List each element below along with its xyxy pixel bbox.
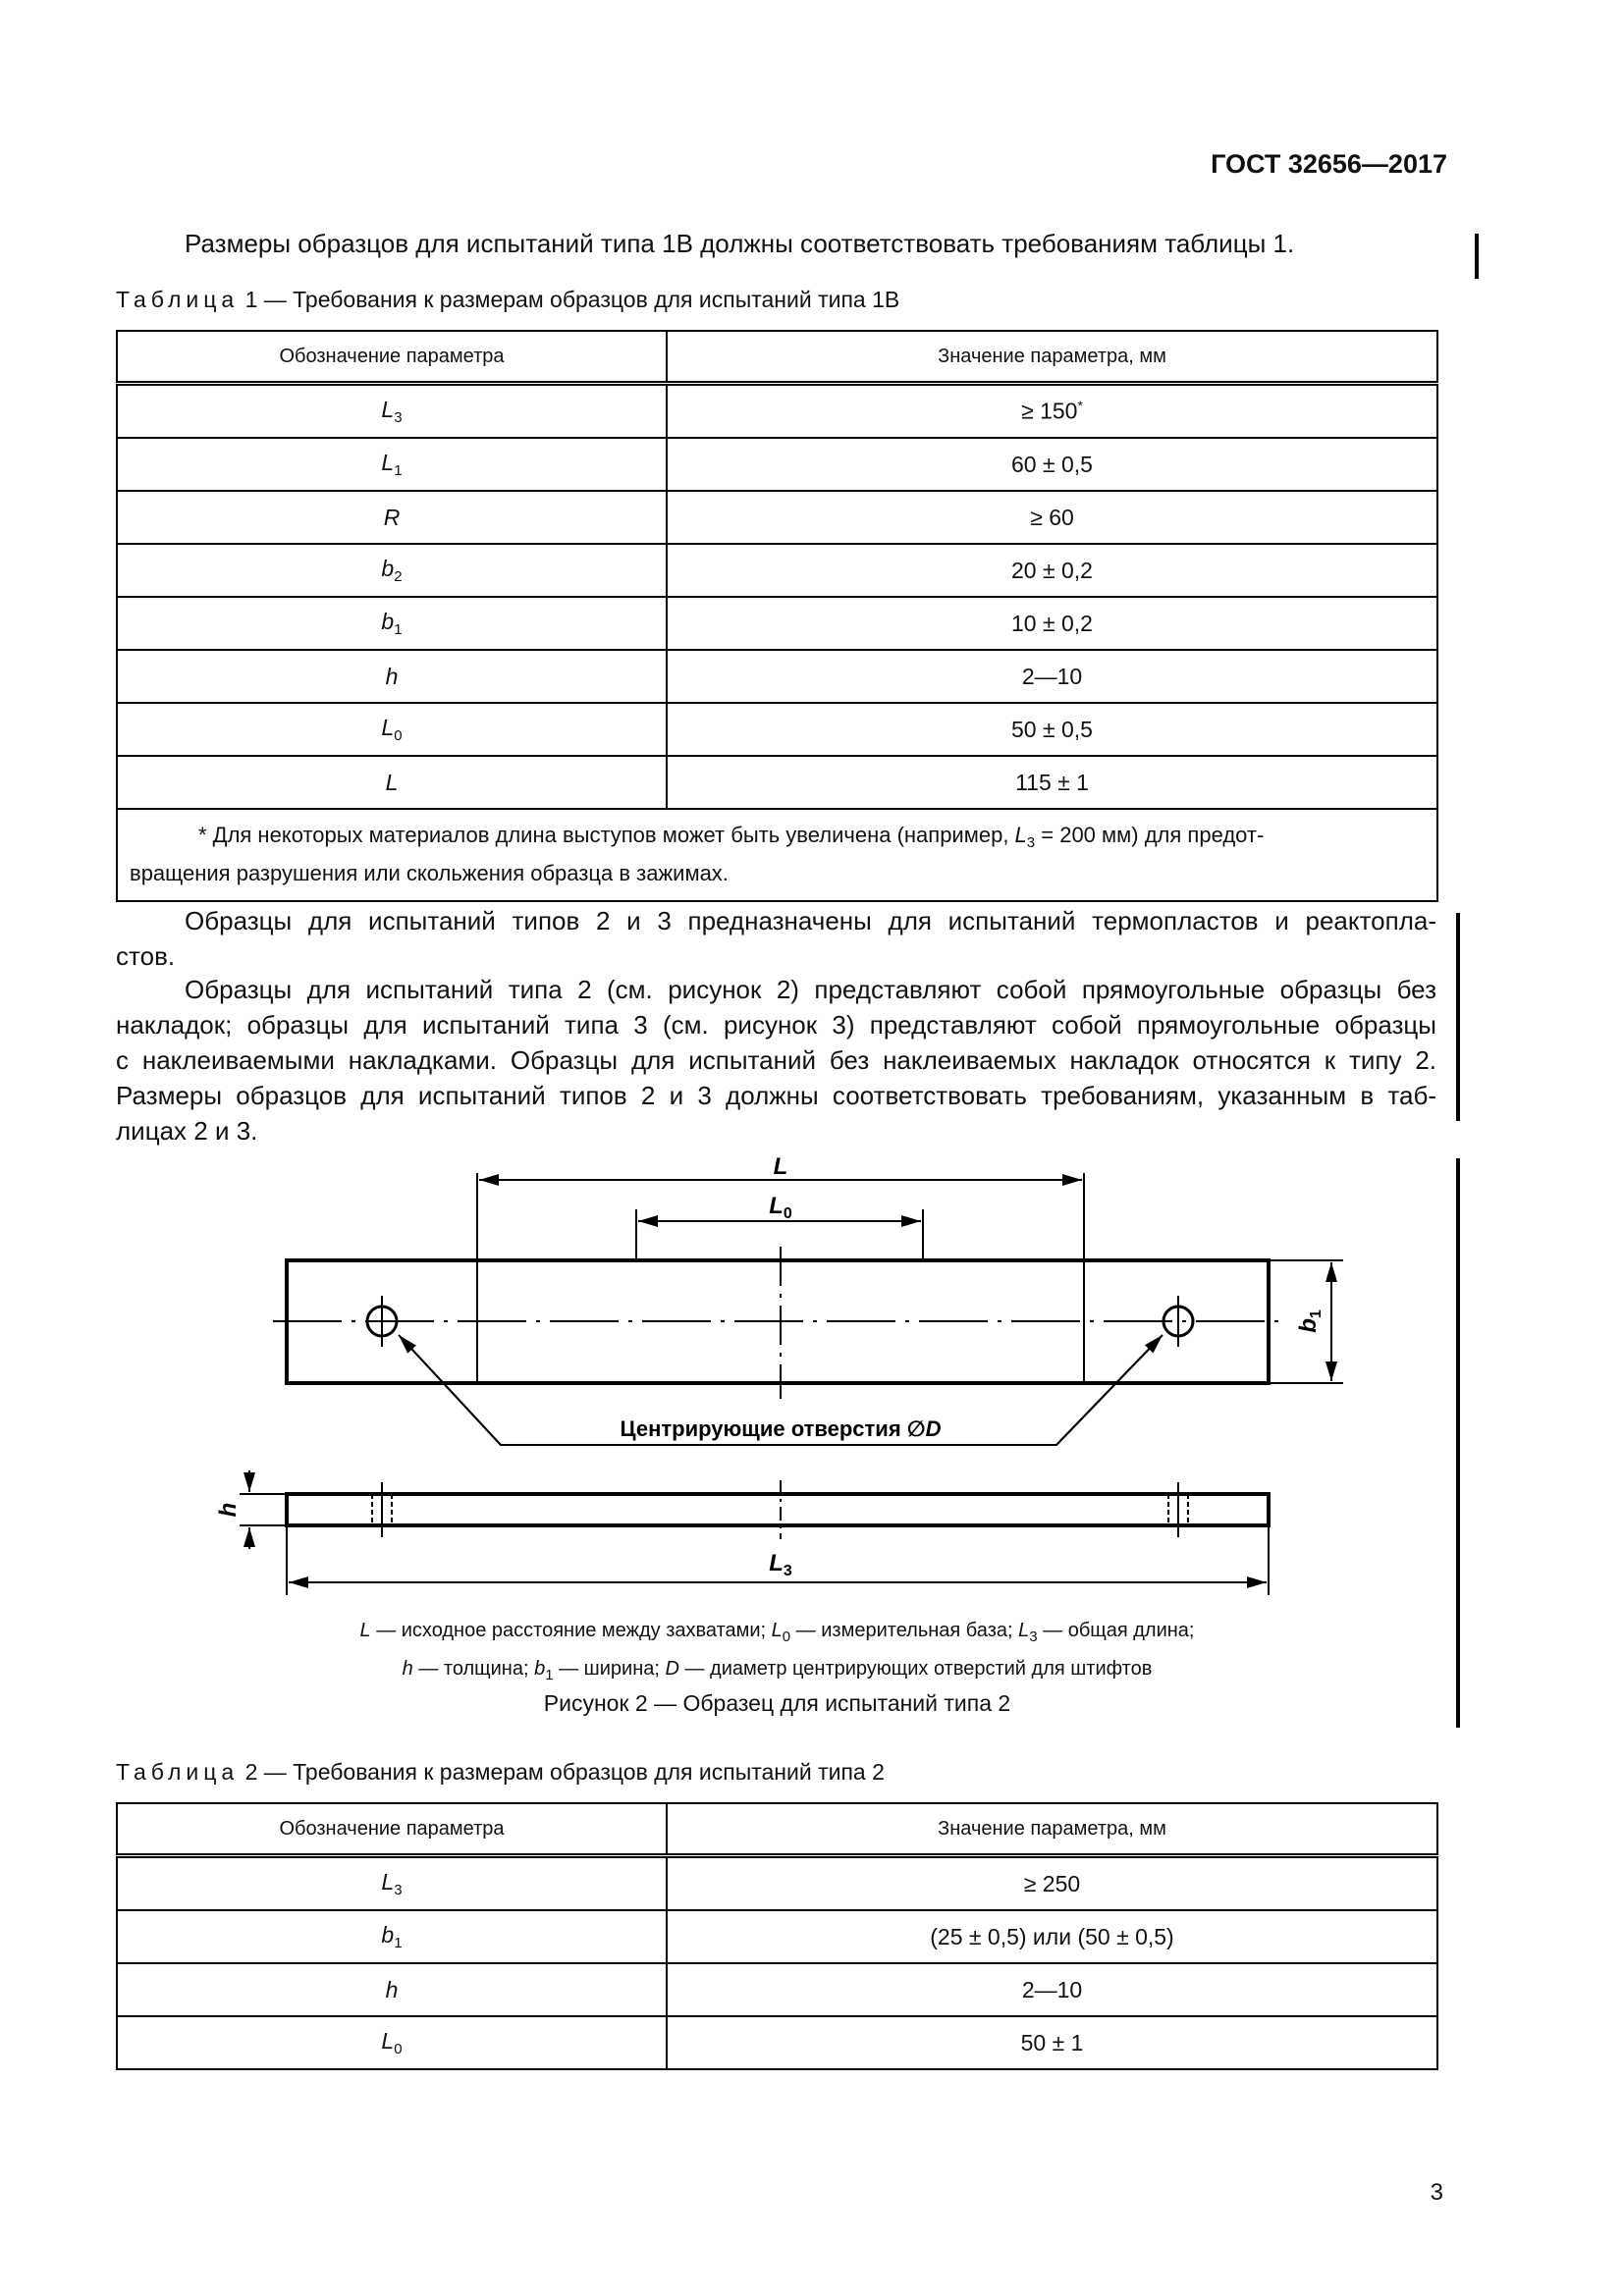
param-value: 50 ± 1	[667, 2016, 1437, 2069]
param-symbol: R	[117, 491, 667, 544]
param-symbol: $L_0$	[117, 703, 667, 756]
table1-col2-header: Значение параметра, мм	[667, 331, 1437, 384]
param-value: 60 ± 0,5	[667, 438, 1437, 491]
param-symbol: $L_0$	[117, 2016, 667, 2069]
callout-label: Центрирующие отверстия ∅D	[620, 1416, 942, 1441]
table-row	[117, 1910, 1437, 1963]
param-value: ≥ 250	[667, 1856, 1437, 1911]
param-symbol: h	[117, 1963, 667, 2016]
label-L: L	[773, 1153, 788, 1180]
specimen-side-view	[287, 1494, 1269, 1525]
param-symbol: $b_1$	[117, 1910, 667, 1963]
param-value: 10 ± 0,2	[667, 597, 1437, 650]
page-number: 3	[1430, 2179, 1443, 2206]
param-value: 2—10	[667, 1963, 1437, 2016]
table-row	[117, 1856, 1437, 1911]
param-value: 2—10	[667, 650, 1437, 703]
legend-line-2: h — толщина; $b_1$ — ширина; D — диаметр центрирующих отверстий для штифтов	[402, 1658, 1153, 1683]
table2-col2-header: Значение параметра, мм	[667, 1803, 1437, 1856]
param-symbol: $b_2$	[117, 544, 667, 597]
label-b1: $b_1$	[1295, 1309, 1325, 1333]
legend-line-1: L — исходное расстояние между захватами; $L_0$ — измерительная база; $L_3$ — общая длина;	[359, 1620, 1195, 1645]
param-value: ≥ 60	[667, 491, 1437, 544]
intro-paragraph: Размеры образцов для испытаний типа 1В должны соответствовать требованиям таблицы 1.	[185, 229, 1295, 258]
param-symbol: h	[117, 650, 667, 703]
paragraph-type2-description: Образцы для испытаний типа 2 (см. рисунок 2) представляют собой прямоугольные образцы без накладок; образцы для испытаний типа 3 (см. рисунок 3) представляют собой прямоугольные образцы с наклеиваемыми накладками. Образцы для испытаний без наклеиваемых накладок относятся к типу 2. Размеры образцов для испытаний типов 2 и 3 должны соответствовать требованиям, указанным в таб- лицах 2 и 3.	[116, 975, 1436, 1146]
param-symbol: $L_3$	[117, 1856, 667, 1911]
param-value: ≥ 150*	[667, 384, 1437, 439]
paragraph-types-2-3: Образцы для испытаний типов 2 и 3 предназначены для испытаний термопластов и реактопла- стов.	[116, 906, 1436, 971]
table1-col1-header: Обозначение параметра	[117, 331, 667, 384]
table2-header-row	[117, 1803, 1437, 1856]
param-symbol: $L_1$	[117, 438, 667, 491]
figure-caption: Рисунок 2 — Образец для испытаний типа 2	[543, 1690, 1011, 1716]
standard-code: ГОСТ 32656—2017	[1211, 149, 1447, 179]
table1-footnote: * Для некоторых материалов длина выступов может быть увеличена (например, $L_3 = 200$ мм) для предот- вращения разрушения или скольжения образца в зажимах.	[117, 809, 1437, 901]
table1-title: Таблица 1 — Требования к размерам образцов для испытаний типа 1В	[116, 287, 900, 312]
label-L3: $L_3$	[769, 1550, 792, 1579]
param-value: 50 ± 0,5	[667, 703, 1437, 756]
param-symbol: $L_3$	[117, 384, 667, 439]
label-L0: $L_0$	[769, 1193, 792, 1222]
param-symbol: $b_1$	[117, 597, 667, 650]
figure-legend	[116, 1615, 1438, 1691]
callout-arrow-right	[1056, 1335, 1163, 1445]
param-value: 20 ± 0,2	[667, 544, 1437, 597]
param-symbol: L	[117, 756, 667, 809]
param-value: (25 ± 0,5) или (50 ± 0,5)	[667, 1910, 1437, 1963]
table2	[116, 1802, 1438, 2070]
table2-title: Таблица 2 — Требования к размерам образцов для испытаний типа 2	[116, 1759, 885, 1785]
label-h: h	[215, 1502, 242, 1518]
table2-col1-header: Обозначение параметра	[117, 1803, 667, 1856]
callout-arrow-left	[399, 1335, 501, 1445]
table-row	[117, 2016, 1437, 2069]
param-value: 115 ± 1	[667, 756, 1437, 809]
table-row	[117, 1963, 1437, 2016]
